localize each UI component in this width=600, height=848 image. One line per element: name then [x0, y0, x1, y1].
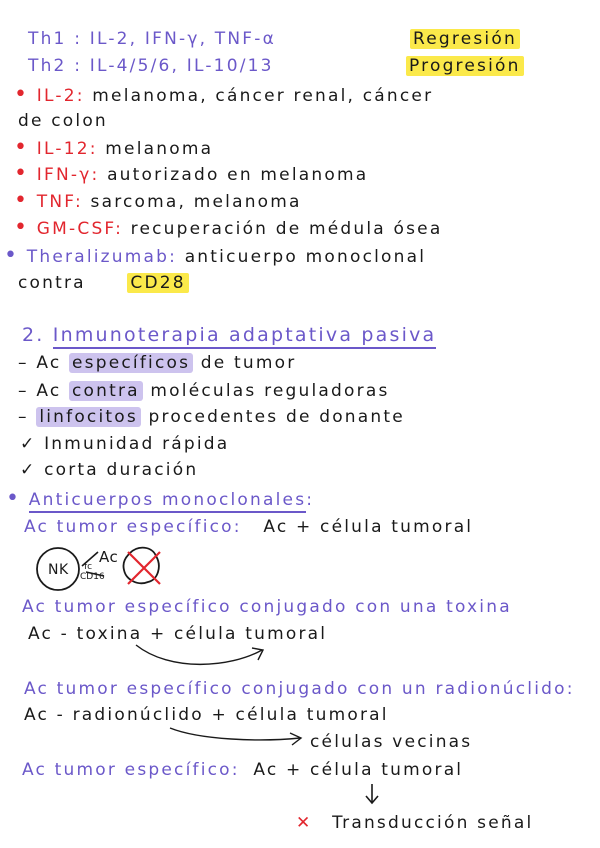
tnf-item: • TNF: sarcoma, melanoma: [14, 188, 302, 213]
ts2-formula: Ac - toxina + célula tumoral: [28, 624, 328, 644]
th2-cytokines: IL-4/5/6, IL-10/13: [89, 56, 274, 76]
th2-line: Th2 : IL-4/5/6, IL-10/13: [28, 56, 274, 76]
theralizumab-item: • Theralizumab: anticuerpo monoclonal: [4, 243, 427, 268]
linfocitos-item: – linfocitos procedentes de donante: [18, 407, 405, 427]
il2-item: • IL-2: melanoma, cáncer renal, cáncer: [14, 82, 434, 107]
il12-item: • IL-12: melanoma: [14, 135, 214, 160]
nk-ac-label: Ac: [99, 548, 119, 566]
th1-label: Th1: [28, 29, 67, 49]
ts3-line: Ac tumor específico conjugado con un radionúclido:: [24, 679, 575, 699]
ifn-item: • IFN-γ: autorizado en melanoma: [14, 161, 369, 186]
cross-icon: ✕: [296, 813, 313, 833]
ts4-line: Ac tumor específico: Ac + célula tumoral: [22, 760, 464, 780]
ts2-label: Ac tumor específico conjugado con una toxina: [22, 597, 512, 617]
th1-cytokines: IL-2, IFN-γ, TNF-α: [89, 29, 277, 49]
nk-cd16-label: CD16: [80, 572, 105, 582]
ac-especificos-item: – Ac específicos de tumor: [18, 353, 297, 373]
bullet-icon: •: [6, 486, 22, 511]
theralizumab-cont: contra CD28: [18, 272, 189, 294]
dash-icon: –: [18, 407, 29, 427]
th2-label: Th2: [28, 56, 67, 76]
ac-contra-item: – Ac contra moléculas reguladoras: [18, 381, 390, 401]
nk-label: NK: [48, 562, 69, 578]
bullet-icon: •: [14, 135, 30, 160]
arrow-curve-1: [136, 645, 262, 664]
bullet-icon: •: [14, 82, 30, 107]
bullet-icon: •: [4, 243, 20, 268]
ts4-result-line: ✕ Transducción señal: [296, 813, 534, 833]
cross-icon: [128, 552, 160, 584]
nk-fc-label: fc: [84, 562, 93, 572]
th1-line: Th1 : IL-2, IFN-γ, TNF-α: [28, 29, 277, 49]
section-2-heading: 2. Inmunoterapia adaptativa pasiva: [22, 324, 436, 346]
ts1-line: Ac tumor específico: Ac + célula tumoral: [24, 517, 474, 537]
cd28-tag: CD28: [127, 273, 188, 293]
checkmark-icon: ✓: [20, 460, 37, 480]
progresion-tag: Progresión: [406, 55, 524, 77]
il2-item-cont: de colon: [18, 111, 108, 131]
check-inmunidad: ✓ Inmunidad rápida: [20, 434, 230, 454]
check-duracion: ✓ corta duración: [20, 460, 199, 480]
ts3-formula: Ac - radionúclido + célula tumoral: [24, 705, 389, 725]
dash-icon: –: [18, 381, 29, 401]
ts3-result: células vecinas: [310, 732, 473, 752]
bullet-icon: •: [14, 215, 30, 240]
anticuerpos-heading: • Anticuerpos monoclonales:: [6, 486, 315, 511]
regresion-tag: Regresión: [410, 28, 520, 50]
bullet-icon: •: [14, 161, 30, 186]
arrow-curve-2: [170, 728, 300, 740]
bullet-icon: •: [14, 188, 30, 213]
dash-icon: –: [18, 353, 29, 373]
checkmark-icon: ✓: [20, 434, 37, 454]
gmcsf-item: • GM-CSF: recuperación de médula ósea: [14, 215, 443, 240]
